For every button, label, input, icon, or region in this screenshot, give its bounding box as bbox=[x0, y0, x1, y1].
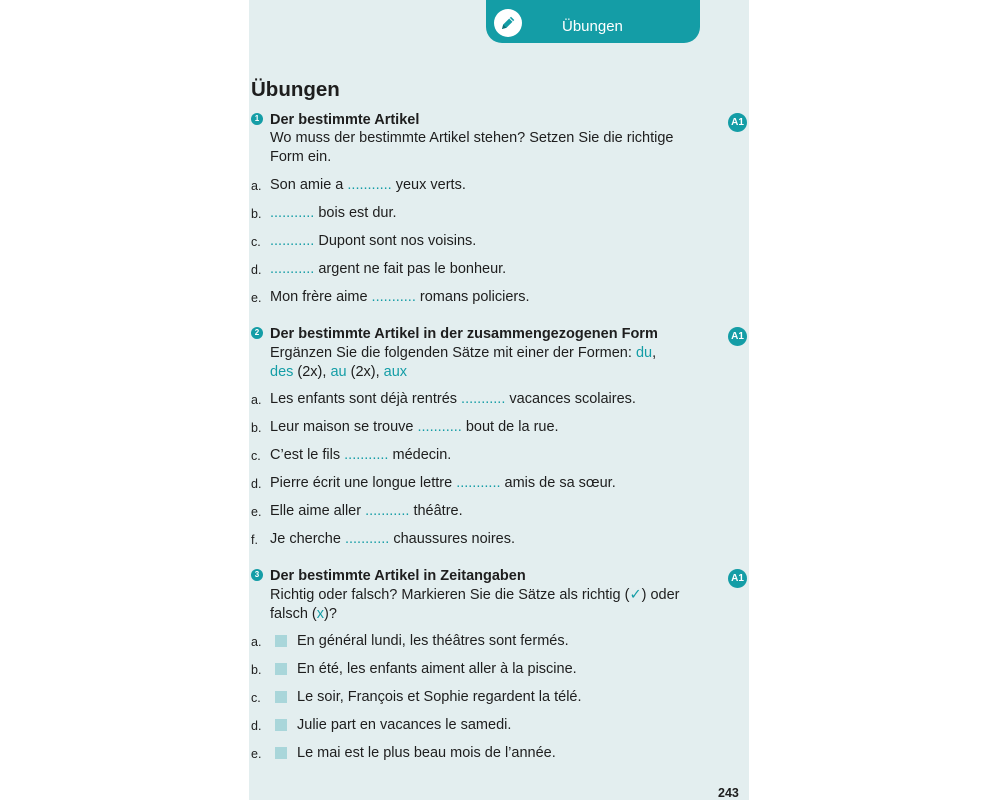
item-letter: f. bbox=[251, 533, 258, 547]
answer-blank[interactable]: ........... bbox=[344, 531, 390, 547]
item-letter: d. bbox=[251, 719, 262, 733]
exercise-number: 2 bbox=[251, 327, 263, 339]
answer-blank[interactable]: ........... bbox=[365, 503, 410, 519]
item-letter: c. bbox=[251, 449, 261, 463]
item-letter: e. bbox=[251, 505, 262, 519]
list-item: En général lundi, les théâtres sont fermés. bbox=[297, 633, 569, 649]
answer-blank[interactable]: ........... bbox=[270, 205, 315, 221]
item-letter: a. bbox=[251, 635, 262, 649]
list-item: Leur maison se trouve ........... bout de la rue. bbox=[270, 419, 559, 435]
list-item: Les enfants sont déjà rentrés ........... vacances scolaires. bbox=[270, 391, 636, 407]
item-letter: a. bbox=[251, 179, 262, 193]
exercise-number: 1 bbox=[251, 113, 263, 125]
list-item: Mon frère aime ........... romans policiers. bbox=[270, 289, 530, 305]
list-item: Julie part en vacances le samedi. bbox=[297, 717, 512, 733]
answer-checkbox[interactable] bbox=[275, 691, 287, 703]
list-item: Son amie a ........... yeux verts. bbox=[270, 177, 466, 193]
page-number: 243 bbox=[718, 786, 739, 800]
answer-checkbox[interactable] bbox=[275, 747, 287, 759]
answer-blank[interactable]: ........... bbox=[456, 475, 501, 491]
answer-blank[interactable]: ........... bbox=[461, 391, 506, 407]
answer-blank[interactable]: ........... bbox=[270, 261, 315, 277]
exercise-page bbox=[249, 0, 749, 800]
item-letter: d. bbox=[251, 263, 262, 277]
list-item: C’est le fils ........... médecin. bbox=[270, 447, 452, 463]
item-letter: d. bbox=[251, 477, 262, 491]
tab-label: Übungen bbox=[562, 18, 623, 35]
level-badge: A1 bbox=[728, 569, 747, 588]
exercise-instruction: Wo muss der bestimmte Artikel stehen? Setzen Sie die richtige Form ein. bbox=[270, 130, 674, 165]
exercise-title: Der bestimmte Artikel bbox=[270, 112, 420, 128]
item-letter: e. bbox=[251, 747, 262, 761]
list-item: En été, les enfants aiment aller à la piscine. bbox=[297, 661, 577, 677]
level-badge: A1 bbox=[728, 113, 747, 132]
exercise-instruction: Ergänzen Sie die folgenden Sätze mit einer der Formen: du, des (2x), au (2x), aux bbox=[270, 345, 657, 380]
answer-blank[interactable]: ........... bbox=[270, 233, 315, 249]
list-item: Pierre écrit une longue lettre ........... amis de sa sœur. bbox=[270, 475, 616, 491]
section-tab bbox=[486, 0, 700, 43]
list-item: ........... Dupont sont nos voisins. bbox=[270, 233, 477, 249]
list-item: Le mai est le plus beau mois de l’année. bbox=[297, 745, 556, 761]
item-letter: e. bbox=[251, 291, 262, 305]
level-badge: A1 bbox=[728, 327, 747, 346]
exercise-number: 3 bbox=[251, 569, 263, 581]
item-letter: c. bbox=[251, 691, 261, 705]
item-letter: c. bbox=[251, 235, 261, 249]
item-letter: b. bbox=[251, 207, 262, 221]
answer-blank[interactable]: ........... bbox=[347, 177, 392, 193]
list-item: ........... argent ne fait pas le bonheur. bbox=[270, 261, 507, 277]
item-letter: a. bbox=[251, 393, 262, 407]
answer-checkbox[interactable] bbox=[275, 719, 287, 731]
answer-blank[interactable]: ........... bbox=[344, 447, 389, 463]
list-item: Le soir, François et Sophie regardent la télé. bbox=[297, 689, 582, 705]
pencil-icon bbox=[494, 9, 522, 37]
check-mark-icon: ✓ bbox=[629, 587, 642, 603]
page-title: Übungen bbox=[251, 78, 340, 101]
answer-checkbox[interactable] bbox=[275, 635, 287, 647]
answer-blank[interactable]: ........... bbox=[417, 419, 462, 435]
exercise-instruction: Richtig oder falsch? Markieren Sie die Sätze als richtig (✓) oder falsch (x)? bbox=[270, 587, 680, 622]
exercise-title: Der bestimmte Artikel in Zeitangaben bbox=[270, 568, 526, 584]
exercise-title: Der bestimmte Artikel in der zusammengezogenen Form bbox=[270, 326, 658, 342]
list-item: Je cherche ........... chaussures noires. bbox=[270, 531, 516, 547]
answer-blank[interactable]: ........... bbox=[371, 289, 416, 305]
list-item: ........... bois est dur. bbox=[270, 205, 397, 221]
cross-mark-icon: x bbox=[316, 606, 324, 622]
item-letter: b. bbox=[251, 663, 262, 677]
answer-checkbox[interactable] bbox=[275, 663, 287, 675]
item-letter: b. bbox=[251, 421, 262, 435]
list-item: Elle aime aller ........... théâtre. bbox=[270, 503, 463, 519]
